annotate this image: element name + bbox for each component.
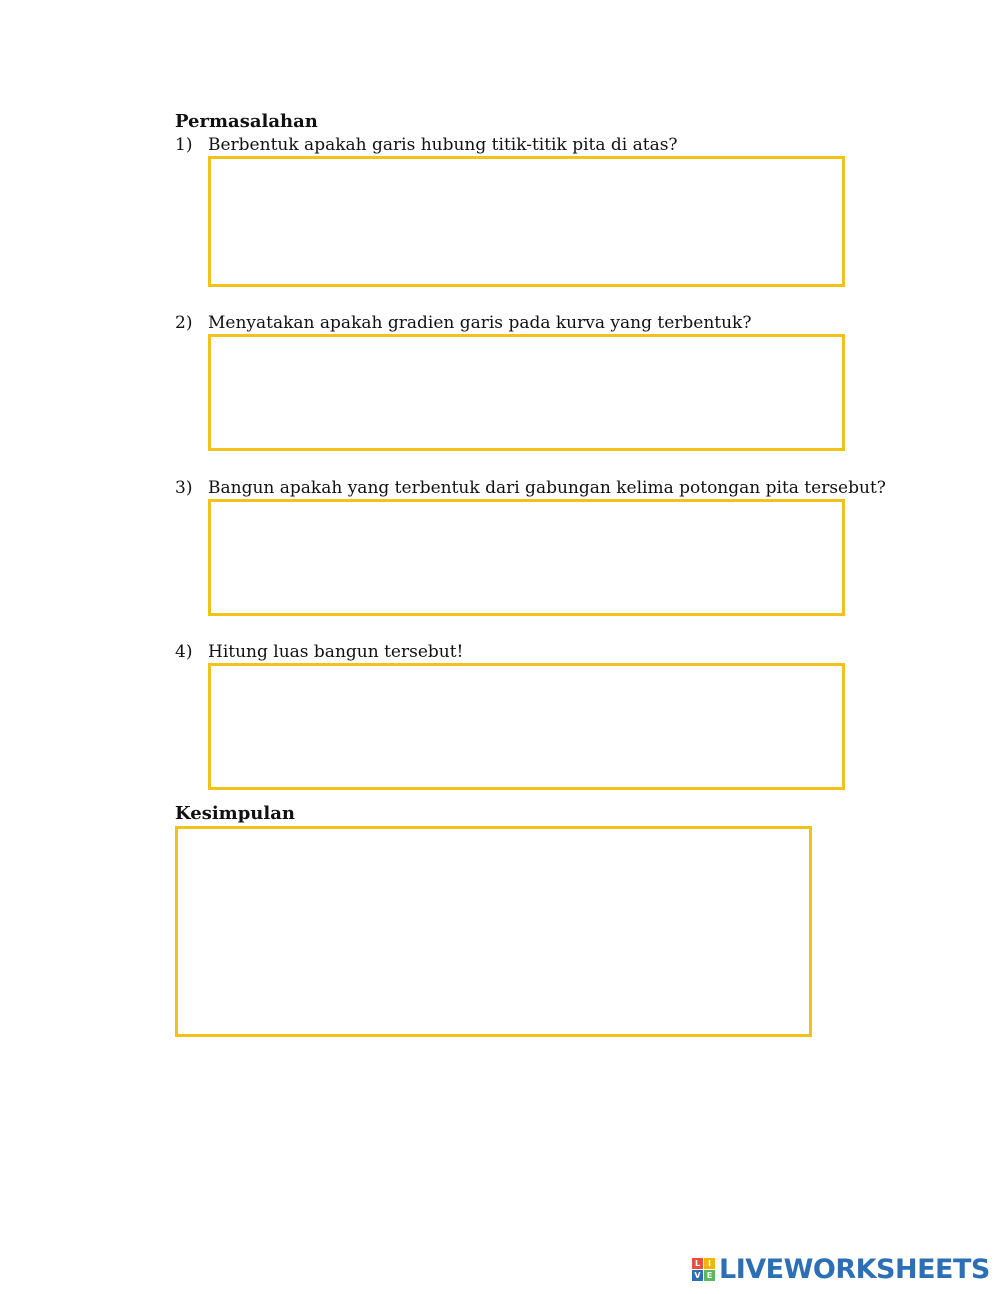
kesimpulan-heading: Kesimpulan [175, 803, 295, 824]
question-2-text: Menyatakan apakah gradien garis pada kurva yang terbentuk? [208, 313, 752, 333]
logo-letter-i: I [704, 1258, 715, 1269]
question-1-number: 1) [175, 135, 193, 155]
permasalahan-heading: Permasalahan [175, 111, 318, 132]
liveworksheets-logo [692, 1254, 990, 1284]
logo-letter-e: E [704, 1270, 715, 1281]
logo-letter-v: V [692, 1270, 703, 1281]
answer-box-2[interactable] [208, 334, 845, 451]
answer-box-4[interactable] [208, 663, 845, 790]
question-3-text: Bangun apakah yang terbentuk dari gabungan kelima potongan pita tersebut? [208, 478, 886, 498]
answer-box-1[interactable] [208, 156, 845, 287]
logo-letter-l: L [692, 1258, 703, 1269]
question-4-text: Hitung luas bangun tersebut! [208, 642, 464, 662]
question-3-number: 3) [175, 478, 193, 498]
question-2-number: 2) [175, 313, 193, 333]
question-1-text: Berbentuk apakah garis hubung titik-titik pita di atas? [208, 135, 678, 155]
kesimpulan-answer-box[interactable] [175, 826, 812, 1037]
question-4-number: 4) [175, 642, 193, 662]
logo-text: LIVEWORKSHEETS [719, 1253, 990, 1285]
logo-squares-icon [692, 1258, 715, 1281]
answer-box-3[interactable] [208, 499, 845, 616]
